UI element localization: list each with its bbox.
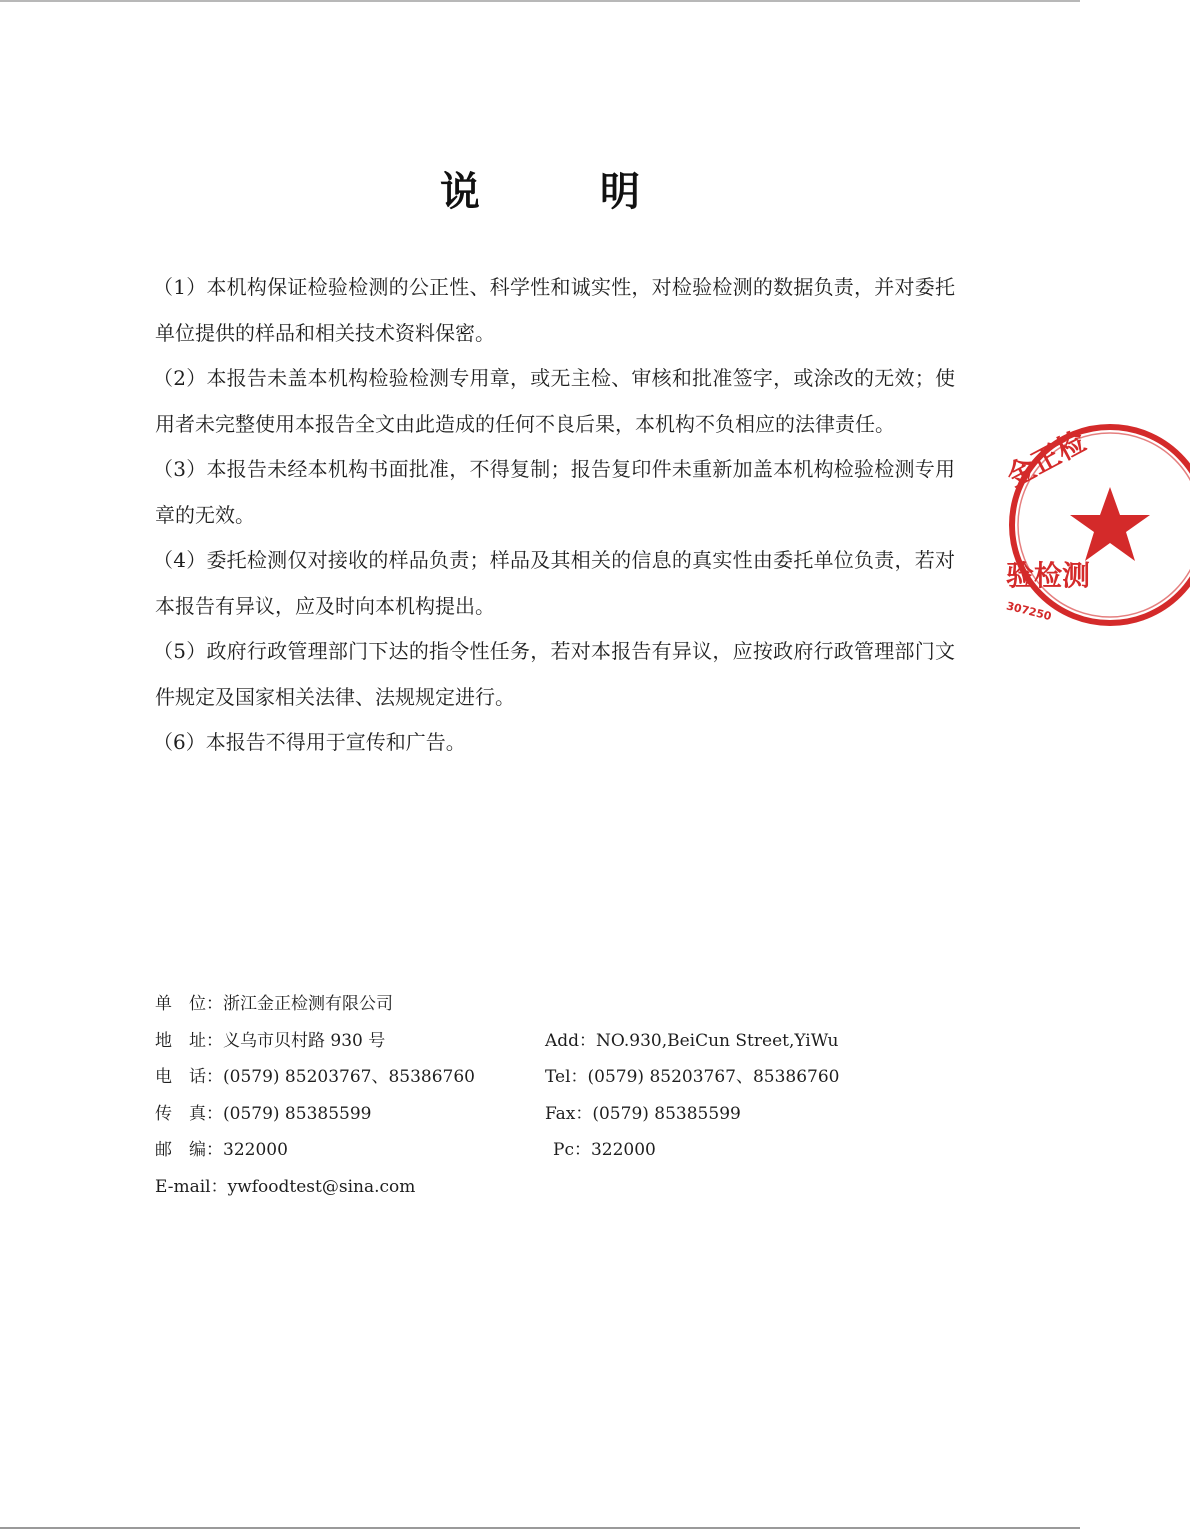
seal-text-top: 金正检 <box>1001 424 1091 494</box>
page-title: 说 明 <box>440 168 680 215</box>
note-item <box>155 265 955 356</box>
contact-row-address <box>155 1023 915 1060</box>
seal-star-icon <box>1070 487 1150 561</box>
seal-text-bottom: 验检测 <box>1006 559 1091 592</box>
note-item <box>155 629 955 720</box>
top-border <box>0 0 1080 2</box>
fax-cn: 传 真：(0579) 85385599 <box>155 1103 372 1124</box>
official-seal-stamp <box>970 415 1091 635</box>
note-number: （4） <box>153 548 207 572</box>
contact-row-phone <box>155 1059 915 1096</box>
bottom-border <box>0 1527 1080 1529</box>
email: E-mail：ywfoodtest@sina.com <box>155 1176 416 1197</box>
note-item <box>155 356 955 447</box>
phone-en: Tel：(0579) 85203767、85386760 <box>545 1067 840 1087</box>
contact-info <box>155 986 915 1205</box>
seal-graphic <box>970 415 1190 635</box>
note-number: （2） <box>153 366 207 390</box>
note-number: （3） <box>153 457 207 481</box>
note-text: 委托检测仅对接收的样品负责；样品及其相关的信息的真实性由委托单位负责，若对本报告有异议，应及时向本机构提出。 <box>155 548 955 618</box>
note-item <box>155 720 955 766</box>
note-text: 本报告未经本机构书面批准，不得复制；报告复印件未重新加盖本机构检验检测专用章的无效。 <box>155 457 955 527</box>
note-number: （5） <box>153 639 207 663</box>
contact-row-fax <box>155 1096 915 1133</box>
contact-row-unit <box>155 986 915 1023</box>
postcode-en: Pc：322000 <box>553 1140 656 1160</box>
unit-name: 单 位：浙江金正检测有限公司 <box>155 994 393 1014</box>
address-en: Add：NO.930,BeiCun Street,YiWu <box>545 1030 839 1051</box>
seal-number: 307250 <box>1005 599 1053 624</box>
note-number: （6） <box>153 730 206 754</box>
note-text: 政府行政管理部门下达的指令性任务，若对本报告有异议，应按政府行政管理部门文件规定及国家相关法律、法规规定进行。 <box>155 639 955 709</box>
phone-cn: 电 话：(0579) 85203767、85386760 <box>155 1067 475 1087</box>
note-text: 本机构保证检验检测的公正性、科学性和诚实性，对检验检测的数据负责，并对委托单位提供的样品和相关技术资料保密。 <box>155 275 955 345</box>
fax-en: Fax：(0579) 85385599 <box>545 1103 741 1124</box>
contact-row-postcode <box>155 1132 915 1169</box>
notes-list <box>155 265 955 766</box>
address-cn: 地 址：义乌市贝村路 930 号 <box>155 1030 386 1051</box>
note-item <box>155 538 955 629</box>
note-number: （1） <box>153 275 207 299</box>
contact-row-email <box>155 1169 915 1206</box>
postcode-cn: 邮 编：322000 <box>155 1140 288 1160</box>
note-item <box>155 447 955 538</box>
note-text: 本报告未盖本机构检验检测专用章，或无主检、审核和批准签字，或涂改的无效；使用者未完整使用本报告全文由此造成的任何不良后果，本机构不负相应的法律责任。 <box>155 366 955 436</box>
note-text: 本报告不得用于宣传和广告。 <box>205 730 466 754</box>
